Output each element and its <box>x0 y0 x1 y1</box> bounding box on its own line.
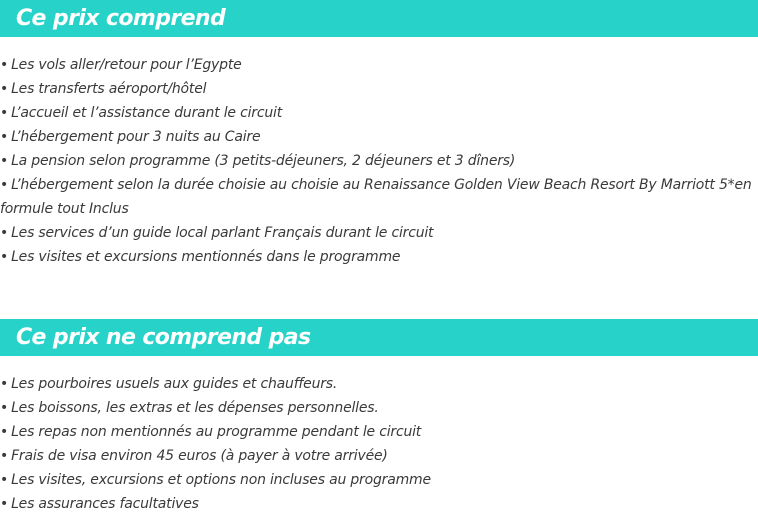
excludes-item-text: Les visites, excursions et options non incluses au programme <box>11 472 431 488</box>
includes-item-text: Les services d’un guide local parlant Français durant le circuit <box>11 225 434 241</box>
excludes-list-item <box>0 420 756 444</box>
includes-list-item <box>0 245 756 269</box>
includes-list-item <box>0 221 756 245</box>
includes-section-header <box>0 0 758 37</box>
includes-item-text: L’accueil et l’assistance durant le circuit <box>11 105 282 121</box>
bullet-icon: • <box>0 400 9 416</box>
bullet-icon: • <box>0 153 9 169</box>
excludes-item-text: Les boissons, les extras et les dépenses personnelles. <box>11 400 379 416</box>
excludes-list-item <box>0 396 756 420</box>
includes-list-item <box>0 149 756 173</box>
bullet-icon: • <box>0 376 9 392</box>
excludes-list-item <box>0 444 756 468</box>
bullet-icon: • <box>0 57 9 73</box>
excludes-item-text: Les pourboires usuels aux guides et chauffeurs. <box>11 376 338 392</box>
bullet-icon: • <box>0 424 9 440</box>
bullet-icon: • <box>0 496 9 512</box>
includes-list-item <box>0 173 756 221</box>
bullet-icon: • <box>0 448 9 464</box>
includes-list-item <box>0 125 756 149</box>
includes-list <box>0 53 756 269</box>
excludes-item-text: Frais de visa environ 45 euros (à payer à votre arrivée) <box>11 448 388 464</box>
bullet-icon: • <box>0 129 9 145</box>
includes-item-text: L’hébergement pour 3 nuits au Caire <box>11 129 261 145</box>
excludes-list-item <box>0 492 756 516</box>
includes-section-title: Ce prix comprend <box>16 6 226 31</box>
bullet-icon: • <box>0 81 9 97</box>
excludes-item-text: Les repas non mentionnés au programme pendant le circuit <box>11 424 422 440</box>
bullet-icon: • <box>0 105 9 121</box>
includes-list-item <box>0 53 756 77</box>
includes-item-text: Les visites et excursions mentionnés dans le programme <box>11 249 401 265</box>
excludes-list-item <box>0 468 756 492</box>
excludes-item-text: Les assurances facultatives <box>11 496 199 512</box>
excludes-list <box>0 372 756 516</box>
includes-item-text: La pension selon programme (3 petits-déjeuners, 2 déjeuners et 3 dîners) <box>11 153 516 169</box>
includes-item-text: Les vols aller/retour pour l’Egypte <box>11 57 242 73</box>
includes-item-text: Les transferts aéroport/hôtel <box>11 81 207 97</box>
excludes-list-item <box>0 372 756 396</box>
excludes-section-header <box>0 319 758 356</box>
bullet-icon: • <box>0 225 9 241</box>
bullet-icon: • <box>0 249 9 265</box>
bullet-icon: • <box>0 177 9 193</box>
includes-item-text: L’hébergement selon la durée choisie au choisie au Renaissance Golden View Beach Resort By Marriott 5*en formule tout Inclus <box>0 177 752 217</box>
includes-list-item <box>0 101 756 125</box>
excludes-section-title: Ce prix ne comprend pas <box>16 325 311 350</box>
includes-list-item <box>0 77 756 101</box>
bullet-icon: • <box>0 472 9 488</box>
